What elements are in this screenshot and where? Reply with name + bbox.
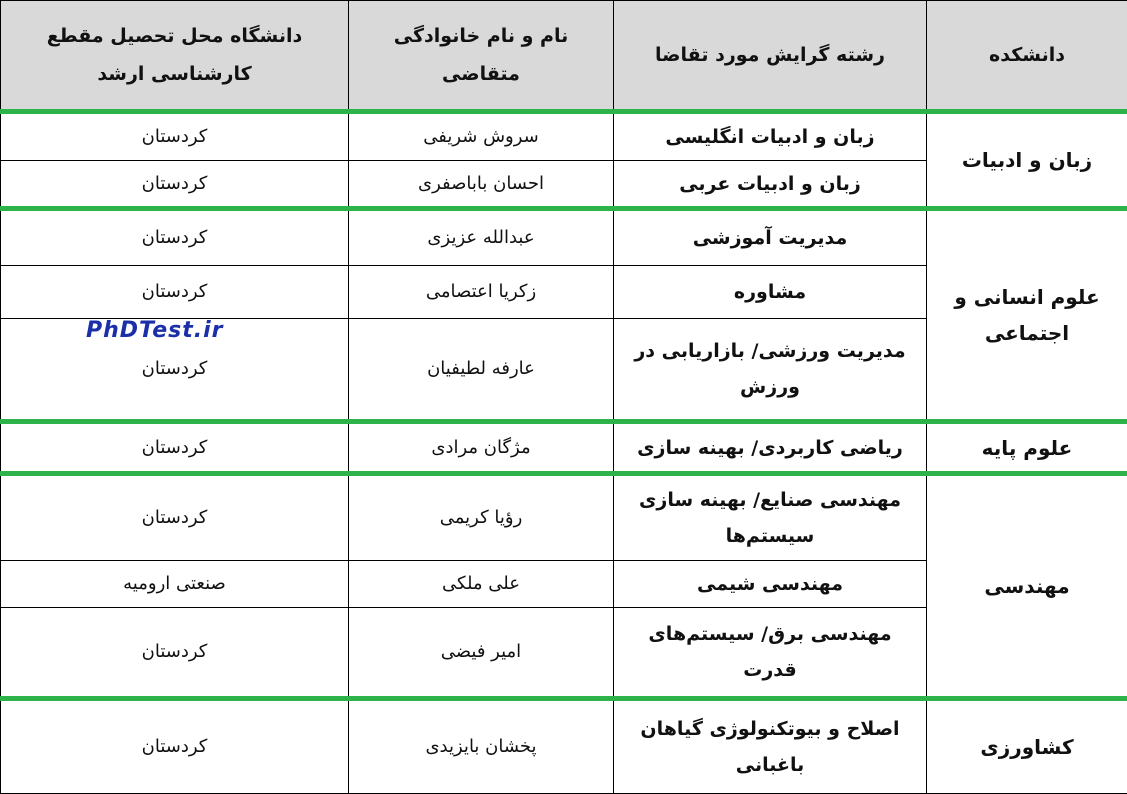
field-cell: ریاضی کاربردی/ بهینه سازی xyxy=(614,421,927,474)
header-field: رشته گرایش مورد تقاضا xyxy=(614,1,927,112)
field-cell: اصلاح و بیوتکنولوژی گیاهان باغبانی xyxy=(614,698,927,793)
field-cell: زبان و ادبیات انگلیسی xyxy=(614,112,927,161)
header-name: نام و نام خانوادگی متقاضی xyxy=(349,1,614,112)
field-cell: مشاوره xyxy=(614,265,927,318)
field-cell: مهندسی شیمی xyxy=(614,561,927,608)
field-cell: مهندسی برق/ سیستم‌های قدرت xyxy=(614,607,927,698)
name-cell: علی ملکی xyxy=(349,561,614,608)
university-cell: کردستان xyxy=(1,160,349,209)
faculty-cell: علوم انسانی و اجتماعی xyxy=(927,209,1127,421)
name-cell: عبدالله عزیزی xyxy=(349,209,614,266)
header-faculty: دانشکده xyxy=(927,1,1127,112)
table-row xyxy=(1,112,1127,161)
faculty-cell: علوم پایه xyxy=(927,421,1127,474)
table-row xyxy=(1,421,1127,474)
header-university: دانشگاه محل تحصیل مقطع کارشناسی ارشد xyxy=(1,1,349,112)
table-row xyxy=(1,474,1127,561)
table-row xyxy=(1,698,1127,793)
university-cell: کردستان xyxy=(1,421,349,474)
name-cell: احسان باباصفری xyxy=(349,160,614,209)
field-cell: مدیریت آموزشی xyxy=(614,209,927,266)
table-row xyxy=(1,209,1127,266)
header-row xyxy=(1,1,1127,112)
field-cell: زبان و ادبیات عربی xyxy=(614,160,927,209)
name-cell: پخشان بایزیدی xyxy=(349,698,614,793)
university-cell: صنعتی ارومیه xyxy=(1,561,349,608)
name-cell: امیر فیضی xyxy=(349,607,614,698)
university-cell: کردستان xyxy=(1,112,349,161)
faculty-cell: مهندسی xyxy=(927,474,1127,699)
name-cell: رؤیا کریمی xyxy=(349,474,614,561)
faculty-cell: کشاورزی xyxy=(927,698,1127,793)
name-cell: زکریا اعتصامی xyxy=(349,265,614,318)
name-cell: عارفه لطیفیان xyxy=(349,318,614,421)
university-cell: کردستان xyxy=(1,698,349,793)
university-cell: کردستان xyxy=(1,607,349,698)
name-cell: مژگان مرادی xyxy=(349,421,614,474)
faculty-cell: زبان و ادبیات xyxy=(927,112,1127,209)
name-cell: سروش شریفی xyxy=(349,112,614,161)
field-cell: مهندسی صنایع/ بهینه سازی سیستم‌ها xyxy=(614,474,927,561)
watermark: PhDTest.ir xyxy=(86,318,224,343)
university-cell: کردستان xyxy=(1,209,349,266)
university-cell: کردستان xyxy=(1,265,349,318)
university-cell: کردستان xyxy=(1,318,349,421)
field-cell: مدیریت ورزشی/ بازاریابی در ورزش xyxy=(614,318,927,421)
university-cell: کردستان xyxy=(1,474,349,561)
